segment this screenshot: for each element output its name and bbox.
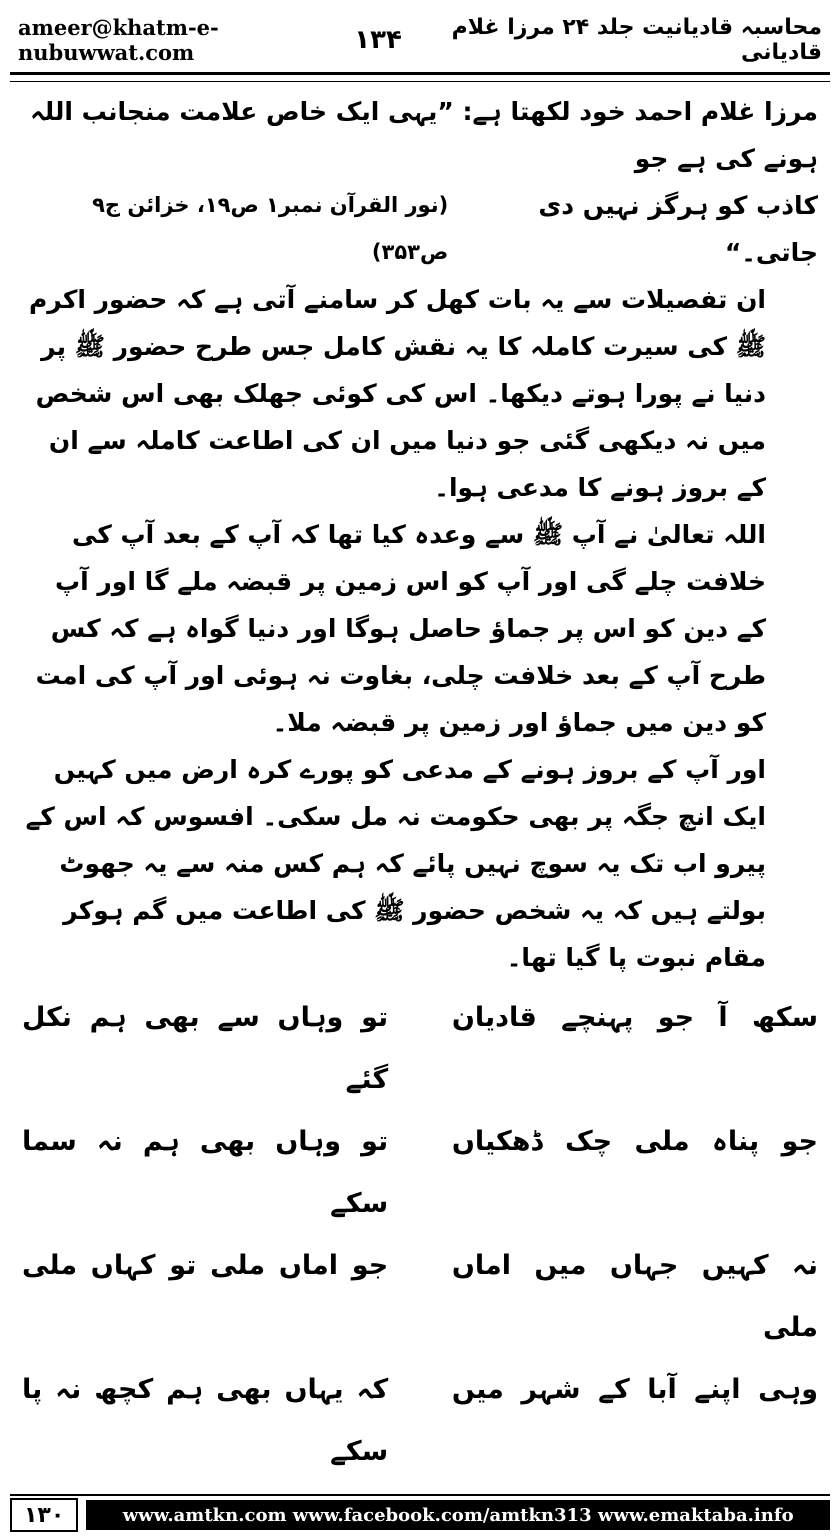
footer-page-number: ۱۳۰ — [10, 1498, 78, 1532]
quote-line-2: کاذب کو ہرگز نہیں دی جاتی۔“ — [538, 191, 818, 267]
footer-rule — [10, 1494, 830, 1496]
poem-hemistich-right: جو پناہ ملی چک ڈھکیاں — [451, 1126, 818, 1157]
citation: (نور القرآن نمبر۱ ص۱۹، خزائن ج۹ ص۳۵۳) — [92, 193, 449, 264]
paragraph-2: ان تفصیلات سے یہ بات کھل کر سامنے آتی ہے کہ حضور اکرم ﷺ کی سیرت کاملہ کا یہ نقش کامل جس طرح حضور ﷺ پر دنیا نے پورا ہوتے دیکھا۔ اس کی کوئی جھلک بھی اس شخص میں نہ دیکھی گئی جو دنیا میں ان کی اطاعت کاملہ سے ان کے بروز ہونے کا مدعی ہوا۔ — [28, 285, 766, 502]
footer-website-links[interactable]: www.amtkn.com www.facebook.com/amtkn313 www.emaktaba.info — [86, 1500, 830, 1530]
page-header — [18, 14, 822, 66]
poem-couplet — [22, 1111, 818, 1235]
book-title: محاسبہ قادیانیت جلد ۲۴ مرزا غلام قادیانی — [451, 15, 822, 65]
poem-couplet — [22, 1235, 818, 1359]
poem-hemistich-left: جو اماں ملی تو کہاں ملی — [22, 1250, 389, 1281]
poem-hemistich-right: وہی اپنے آبا کے شہر میں — [451, 1374, 818, 1405]
poem-hemistich-left: تو وہاں بھی ہم نہ سما سکے — [22, 1126, 389, 1219]
paragraph-3: اللہ تعالیٰ نے آپ ﷺ سے وعدہ کیا تھا کہ آپ کے بعد آپ کی خلافت چلے گی اور آپ کو اس زمین پر قبضہ ملے گا اور آپ کے دین کو اس پر جماؤ حاصل ہوگا اور دنیا گواہ ہے کہ کس طرح آپ کے بعد خلافت چلی، بغاوت نہ ہوئی اور آپ کی امت کو دین میں جماؤ اور زمین پر قبضہ ملا۔ — [35, 520, 766, 737]
poem-hemistich-left: تو وہاں سے بھی ہم نکل گئے — [22, 1002, 389, 1095]
page-body — [22, 88, 818, 1478]
header-email[interactable]: ameer@khatm-e-nubuwwat.com — [18, 15, 219, 65]
header-page-number: ۱۳۴ — [354, 25, 402, 55]
paragraph-4: اور آپ کے بروز ہونے کے مدعی کو پورے کرہ ارض میں کہیں ایک انچ جگہ پر بھی حکومت نہ مل سکی۔ افسوس کہ اس کے پیرو اب تک یہ سوچ نہیں پائے کہ ہم کس منہ سے یہ جھوٹ بولتے ہیں کہ یہ شخص حضور ﷺ کی اطاعت میں گم ہوکر مقام نبوت پا گیا تھا۔ — [25, 755, 766, 972]
poem-hemistich-right: نہ کہیں جہاں میں اماں ملی — [451, 1250, 818, 1343]
poem-couplet — [22, 987, 818, 1111]
header-title-group — [354, 15, 822, 65]
page-footer — [10, 1498, 830, 1532]
poem-couplet — [22, 1359, 818, 1478]
poem — [22, 987, 818, 1478]
quote-line-2-row — [22, 182, 818, 276]
header-rule — [10, 72, 830, 82]
poem-hemistich-left: کہ یہاں بھی ہم کچھ نہ پا سکے — [22, 1374, 389, 1467]
poem-hemistich-right: سکھ آ جو پہنچے قادیان — [451, 1002, 818, 1033]
quote-line-1: مرزا غلام احمد خود لکھتا ہے: ”یہی ایک خاص علامت منجانب اللہ ہونے کی ہے جو — [30, 97, 818, 173]
